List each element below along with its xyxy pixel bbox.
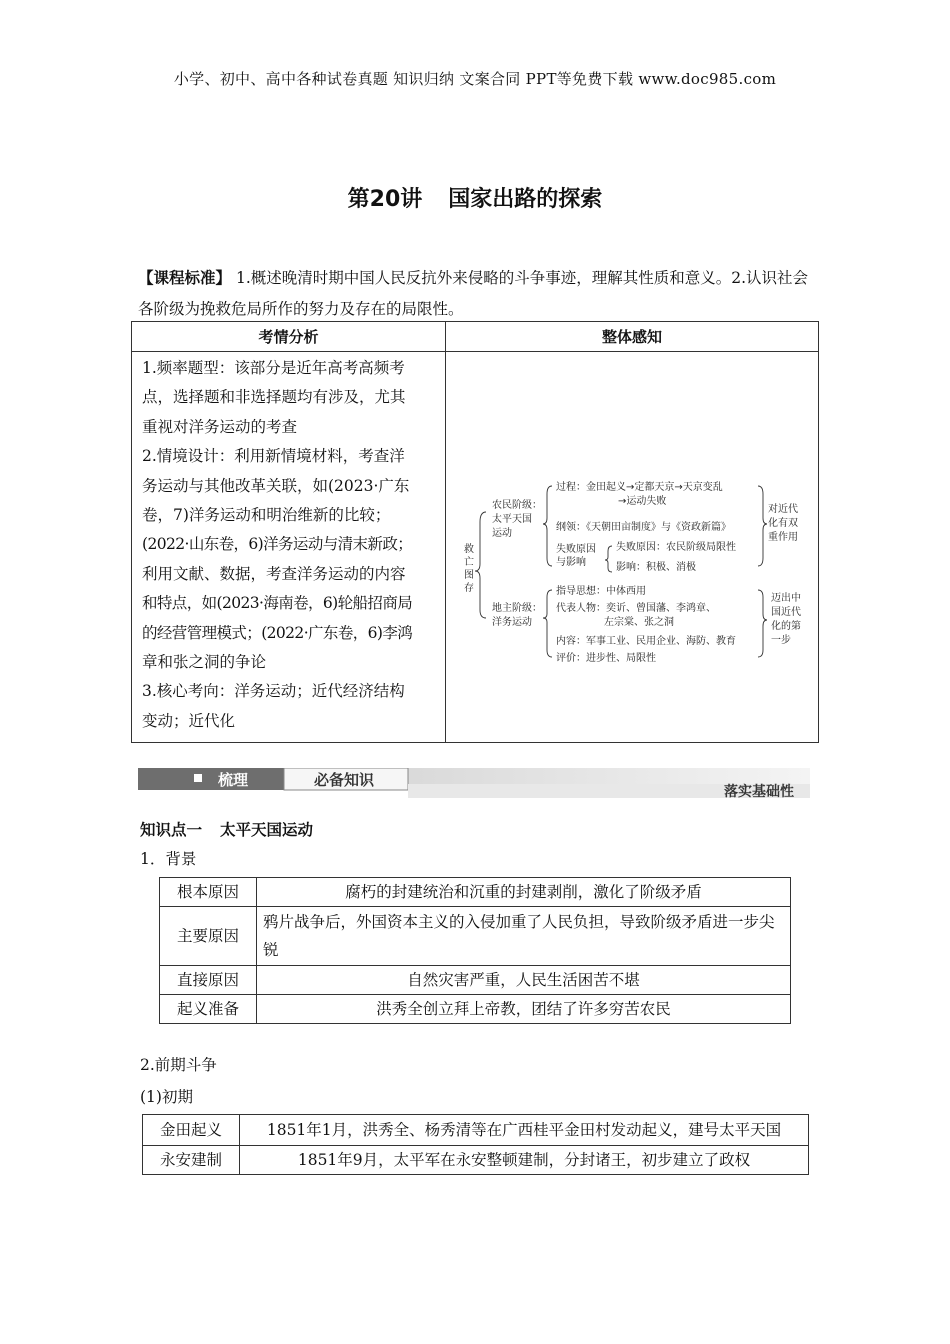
knowledge-point-name: 太平天国运动 xyxy=(220,821,314,839)
table-row xyxy=(143,1115,809,1146)
row-value: 1851年1月，洪秀全、杨秀清等在广西桂平金田村发动起义，建号太平天国 xyxy=(240,1115,809,1146)
diagram-root-char: 存 xyxy=(464,583,474,594)
page-title xyxy=(0,182,950,213)
exam-analysis-cell xyxy=(132,352,446,743)
b1-failure-reason: 失败原因：农民阶级局限性 xyxy=(616,542,736,553)
b1-influence: 影响：积极、消极 xyxy=(616,562,696,573)
analysis-line: 1.频率题型：该部分是近年高考高频考 xyxy=(142,359,405,377)
table-row xyxy=(160,995,791,1024)
analysis-line: 变动；近代化 xyxy=(142,711,236,730)
lesson-title: 国家出路的探索 xyxy=(448,187,603,212)
early-stage-table xyxy=(142,1114,809,1175)
branch-landlord-label: 地主阶级： xyxy=(492,603,542,614)
row-value: 鸦片战争后，外国资本主义的入侵加重了人民负担，导致阶级矛盾进一步尖锐 xyxy=(257,907,791,966)
b2-content: 内容：军事工业、民用企业、海防、教育 xyxy=(556,636,736,647)
b2-eval: 评价：进步性、局限性 xyxy=(556,653,656,664)
row-key: 起义准备 xyxy=(160,995,257,1024)
row-value: 自然灾害严重，人民生活困苦不堪 xyxy=(257,966,791,995)
row-key: 主要原因 xyxy=(160,907,257,966)
table-row xyxy=(160,907,791,966)
analysis-line: 务运动与其他改革关联，如(2023·广东 xyxy=(142,476,410,495)
b2-people-cont: 左宗棠、张之洞 xyxy=(604,617,674,628)
b2-result: 化的第 xyxy=(771,621,801,632)
row-value: 1851年9月，太平军在永安整顿建制，分封诸王，初步建立了政权 xyxy=(240,1146,809,1175)
row-value: 洪秀全创立拜上帝教，团结了许多穷苦农民 xyxy=(257,995,791,1024)
section-initial-stage-heading: (1)初期 xyxy=(140,1088,193,1106)
section-banner-graphic xyxy=(138,768,810,800)
analysis-table xyxy=(131,321,819,743)
b1-process: 过程：金田起义→定都天京→天京变乱 xyxy=(556,482,723,493)
b2-result: 迈出中 xyxy=(771,593,801,604)
analysis-line: 3.核心考向：洋务运动；近代经济结构 xyxy=(142,682,405,701)
banner-tab-2: 必备知识 xyxy=(314,771,375,789)
row-key: 永安建制 xyxy=(143,1146,240,1175)
section-background-heading: 1．背景 xyxy=(140,850,197,868)
course-standard-label: 【课程标准】 xyxy=(138,269,232,287)
b1-result: 重作用 xyxy=(768,532,798,543)
banner-right: 落实基础性 xyxy=(724,784,794,800)
analysis-line: 卷，7)洋务运动和明治维新的比较； xyxy=(142,506,391,525)
b2-people: 代表人物：奕䜣、曾国藩、李鸿章、 xyxy=(556,603,716,614)
banner-square-icon xyxy=(194,774,202,782)
analysis-line: 重视对洋务运动的考查 xyxy=(142,417,298,436)
row-key: 金田起义 xyxy=(143,1115,240,1146)
section-banner xyxy=(138,768,810,800)
branch-peasant-label: 太平天国 xyxy=(492,514,532,525)
table-row xyxy=(143,1146,809,1175)
table-row xyxy=(160,966,791,995)
course-standard-text: 1.概述晚清时期中国人民反抗外来侵略的斗争事迹，理解其性质和意义。2.认识社会各阶级为挽救危局所作的努力及存在的局限性。 xyxy=(138,269,809,318)
section-early-struggle-heading: 2.前期斗争 xyxy=(140,1056,217,1074)
branch-landlord-label: 洋务运动 xyxy=(492,617,532,628)
b1-result: 对近代 xyxy=(768,504,798,515)
knowledge-point-heading xyxy=(140,818,313,840)
analysis-line: 点，选择题和非选择题均有涉及，尤其 xyxy=(142,388,406,407)
b2-result: 一步 xyxy=(771,635,791,646)
diagram-root-char: 救 xyxy=(464,544,474,555)
b1-process-cont: →运动失败 xyxy=(618,496,667,507)
analysis-line: 利用文献、数据，考查洋务运动的内容 xyxy=(142,564,406,583)
branch-peasant-label: 农民阶级： xyxy=(492,500,542,511)
analysis-line: 2.情境设计：利用新情境材料，考查洋 xyxy=(142,447,405,466)
analysis-line: 和特点，如(2023·海南卷，6)轮船招商局 xyxy=(142,594,413,613)
page-header: 小学、初中、高中各种试卷真题 知识归纳 文案合同 PPT等免费下载 www.doc985.com xyxy=(173,70,777,88)
analysis-line: 的经营管理模式；(2022·广东卷，6)李鸿 xyxy=(142,623,413,642)
lesson-number: 第20讲 xyxy=(347,187,423,212)
b1-result: 化有双 xyxy=(768,518,798,529)
overview-diagram xyxy=(446,352,818,736)
b1-failure-label: 失败原因 xyxy=(556,544,596,555)
col-header-overview: 整体感知 xyxy=(446,322,819,352)
b1-program: 纲领：《天朝田亩制度》与《资政新篇》 xyxy=(556,522,731,533)
diagram-root-char: 图 xyxy=(464,570,474,581)
table-row xyxy=(160,878,791,907)
col-header-analysis: 考情分析 xyxy=(132,322,446,352)
banner-tab-1: 梳理 xyxy=(218,771,249,789)
background-table xyxy=(159,877,791,1024)
diagram-root-char: 亡 xyxy=(464,557,474,568)
knowledge-point-label: 知识点一 xyxy=(140,821,203,839)
overview-diagram-cell xyxy=(446,352,819,743)
row-key: 根本原因 xyxy=(160,878,257,907)
b1-failure-label: 与影响 xyxy=(556,557,586,568)
row-key: 直接原因 xyxy=(160,966,257,995)
analysis-line: 章和张之洞的争论 xyxy=(142,653,267,672)
b2-guide: 指导思想：中体西用 xyxy=(556,586,646,597)
row-value: 腐朽的封建统治和沉重的封建剥削，激化了阶级矛盾 xyxy=(257,878,791,907)
b2-result: 国近代 xyxy=(771,607,801,618)
analysis-line: (2022·山东卷，6)洋务运动与清末新政； xyxy=(142,535,413,554)
branch-peasant-label: 运动 xyxy=(492,528,512,539)
course-standard xyxy=(138,263,818,325)
